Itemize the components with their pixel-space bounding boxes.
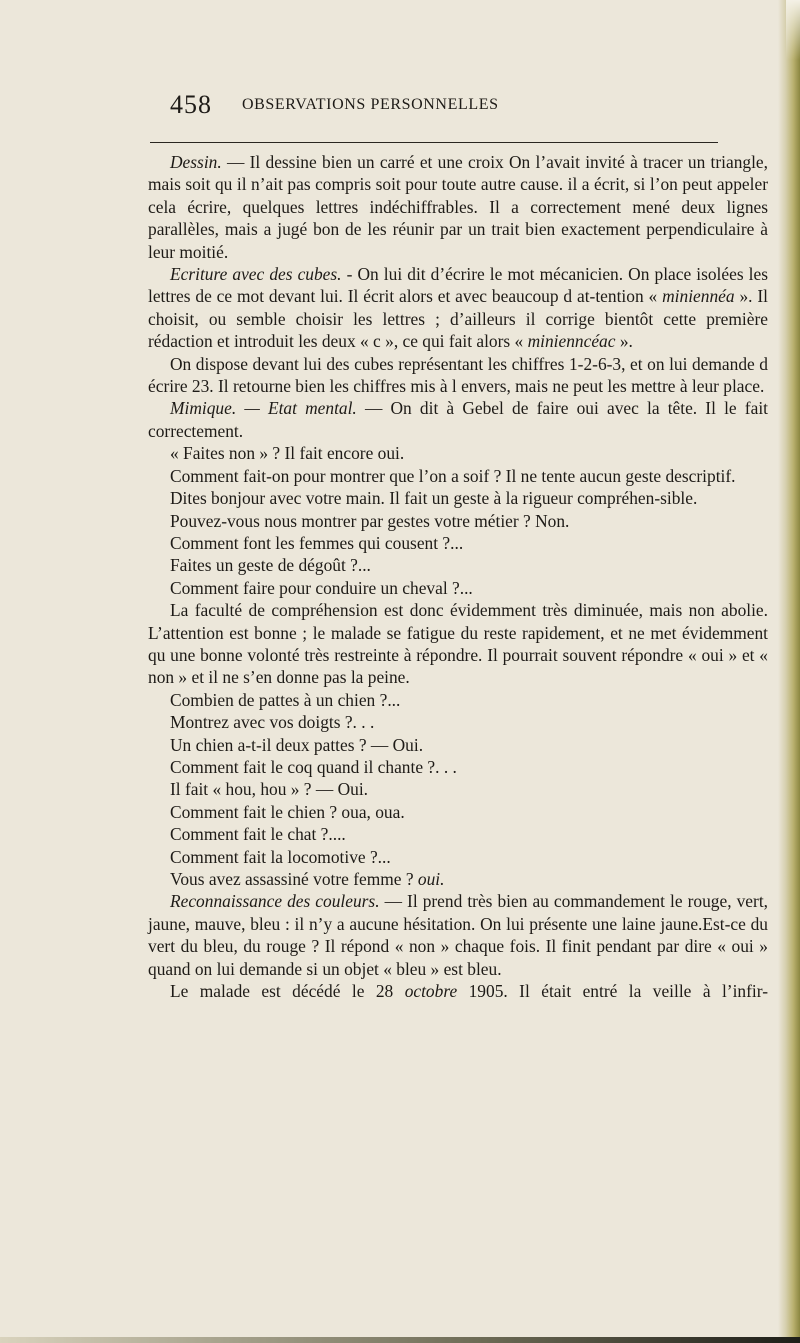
written-word-2: minienncéac xyxy=(527,331,616,352)
page-binding-edge xyxy=(778,0,800,1343)
paragraph-ecriture-text-b: ». Il choisit, ou semble choisir les lettres ; d’ailleurs il corrige bientôt cette première rédaction et introduit les deux « c », ce qui fait alors « xyxy=(148,286,768,352)
paragraph-ecriture-text-a: - On lui dit d’écrire le mot mécanicien. On place isolées les lettres de ce mot devant lui. Il écrit alors et avec beaucoup d at-tention « xyxy=(148,264,768,307)
dialogue-line: Combien de pattes à un chien ?... xyxy=(170,689,401,710)
dialogue-question: Vous avez assassiné votre femme ? xyxy=(170,869,418,889)
paragraph-dessin xyxy=(148,151,768,263)
paragraph-couleurs-text: — Il prend très bien au commandement le rouge, vert, jaune, mauve, bleu : il n’y a aucune hésitation. On lui présente une laine jaune.Est-ce du vert du bleu, du rouge ? Il répond « non » chaque fois. Il finit pendant par dire « oui » quand on lui demande si un objet « bleu » est bleu. xyxy=(148,891,768,979)
header-rule xyxy=(150,142,718,143)
body-text xyxy=(148,151,768,1002)
dialogue-line: Montrez avec vos doigts ?. . . xyxy=(170,712,375,733)
dialogue-line: Faites un geste de dégoût ?... xyxy=(170,555,371,576)
section-label-couleurs: Reconnaissance des couleurs. xyxy=(170,891,380,912)
paragraph-chiffres: On dispose devant lui des cubes représentant les chiffres 1-2-6-3, et on lui demande d écrire 23. Il retourne bien les chiffres mis à l envers, mais ne peut les mettre à leur place. xyxy=(148,353,768,397)
dialogue-line: Pouvez-vous nous montrer par gestes votre métier ? Non. xyxy=(170,510,570,531)
paragraph-couleurs xyxy=(148,890,768,980)
paragraph-ecriture-text-c: ». xyxy=(615,331,633,352)
paragraph-dessin-text: — Il dessine bien un carré et une croix On l’avait invité à tracer un triangle, mais soit qu il n’ait pas compris soit pour toute autre cause. il a écrit, si l’on peut appeler cela écrire, quelques lettres indéchiffrables. Il a correctement mené deux lignes parallèles, mais a jugé bon de les réunir par un trait bien exactement perpendiculaire à leur moitié. xyxy=(148,152,768,262)
section-label-mimique: Mimique. — Etat mental. xyxy=(170,398,357,419)
dialogue-line xyxy=(148,868,768,890)
dialogue-line: Comment fait le coq quand il chante ?. . . xyxy=(170,756,457,777)
page-corner-highlight xyxy=(786,0,800,60)
paragraph-ecriture-cubes xyxy=(148,263,768,353)
dialogue-line: Comment fait le chien ? oua, oua. xyxy=(170,801,405,822)
paragraph-mimique-text: — On dit à Gebel de faire oui avec la tête. Il le fait correctement. xyxy=(148,398,768,441)
dialogue-line: Il fait « hou, hou » ? — Oui. xyxy=(170,779,369,800)
dialogue-line: Dites bonjour avec votre main. Il fait un geste à la rigueur compréhen-sible. xyxy=(170,488,698,509)
dialogue-line: Comment faire pour conduire un cheval ?... xyxy=(170,577,473,598)
dialogue-line: Comment font les femmes qui cousent ?... xyxy=(170,532,464,553)
paragraph-deces-text-a: Le malade est décédé le 28 xyxy=(170,981,405,1002)
dialogue-line: Comment fait-on pour montrer que l’on a soif ? Il ne tente aucun geste descriptif. xyxy=(170,465,736,486)
death-month: octobre xyxy=(404,981,458,1002)
paragraph-mimique xyxy=(148,397,768,442)
section-label-dessin: Dessin. xyxy=(170,152,222,172)
dialogue-line: Comment fait le chat ?.... xyxy=(170,824,346,845)
section-label-ecriture: Ecriture avec des cubes. xyxy=(170,264,342,285)
paragraph-deces-text-b: 1905. Il était entré la veille à l’infir- xyxy=(457,981,768,1002)
paragraph-deces xyxy=(148,980,768,1002)
paragraph-comprehension: La faculté de compréhension est donc évidemment très diminuée, mais non abolie. L’attention est bonne ; le malade se fatigue du reste rapidement, et ne met évidemment qu une bonne volonté très restreinte à répondre. Il pourrait souvent répondre « oui » et « non » et il ne s’en donne pas la peine. xyxy=(148,600,768,688)
running-head: OBSERVATIONS PERSONNELLES xyxy=(242,96,499,113)
page-number: 458 xyxy=(170,90,212,119)
dialogue-answer: oui. xyxy=(417,869,445,889)
dialogue-line: Comment fait la locomotive ?... xyxy=(170,846,391,867)
dialogue-line: Un chien a-t-il deux pattes ? — Oui. xyxy=(170,734,424,755)
written-word-1: miniennéa xyxy=(662,286,735,307)
page-header xyxy=(170,90,730,130)
page-bottom-edge xyxy=(0,1337,800,1343)
dialogue-line: « Faites non » ? Il fait encore oui. xyxy=(170,443,405,464)
